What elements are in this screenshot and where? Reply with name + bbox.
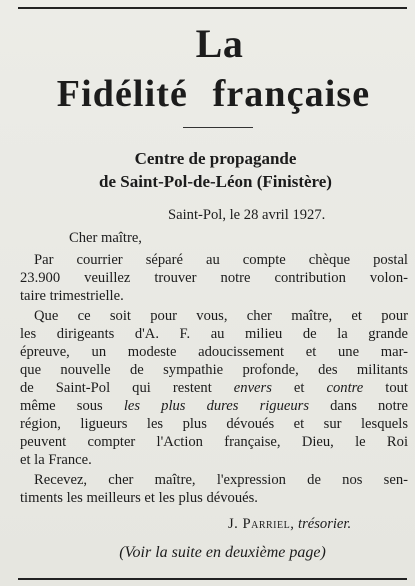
text-run: et [271, 380, 327, 396]
subhead-line1: Centre de propagande [134, 149, 297, 168]
body-line: taire trimestrielle. [20, 288, 124, 304]
body-line: Recevez, cher maître, l'expression de nos sen- [34, 472, 408, 488]
body-line-with-emphasis [20, 379, 408, 397]
signature-name: J. Parriel, [228, 516, 295, 532]
body-line: 23.900 veuillez trouver notre contribution volon- [20, 270, 408, 286]
text-run: de Saint-Pol qui restent [20, 380, 234, 396]
text-run: tout [363, 380, 408, 396]
bottom-rule [18, 578, 407, 580]
subhead-line2: de Saint-Pol-de-Léon (Finistère) [99, 172, 332, 191]
continuation-note: (Voir la suite en deuxième page) [119, 544, 326, 561]
body-line: timents les meilleurs et les plus dévoués. [20, 490, 258, 506]
masthead-title-line2: Fidélité française [56, 73, 371, 115]
text-run: même sous [20, 398, 124, 414]
top-rule [18, 7, 407, 9]
signature-title: trésorier. [298, 516, 352, 532]
emphasis-run: les plus dures rigueurs [123, 398, 310, 414]
body-line-with-emphasis [20, 397, 408, 415]
body-line: Par courrier séparé au compte chèque postal [34, 252, 408, 268]
signature [228, 515, 351, 533]
body-line: les dirigeants d'A. F. au milieu de la grande [20, 326, 408, 342]
body-line: région, ligueurs les plus dévoués et sur lesquels [20, 416, 408, 432]
text-run: dans notre [309, 398, 408, 414]
body-line: épreuve, un modeste adoucissement et une mar- [20, 344, 408, 360]
emphasis-run: envers [233, 380, 272, 396]
body-line: que nouvelle de sympathie profonde, des militants [20, 362, 408, 378]
masthead-title-line1: La [195, 21, 244, 66]
body-line: et la France. [20, 452, 92, 468]
body-line: peuvent compter l'Action française, Dieu, le Roi [20, 434, 408, 450]
dateline: Saint-Pol, le 28 avril 1927. [168, 207, 326, 223]
title-divider [183, 127, 253, 128]
salutation: Cher maître, [69, 230, 142, 246]
emphasis-run: contre [326, 380, 364, 396]
body-line: Que ce soit pour vous, cher maître, et pour [34, 308, 408, 324]
